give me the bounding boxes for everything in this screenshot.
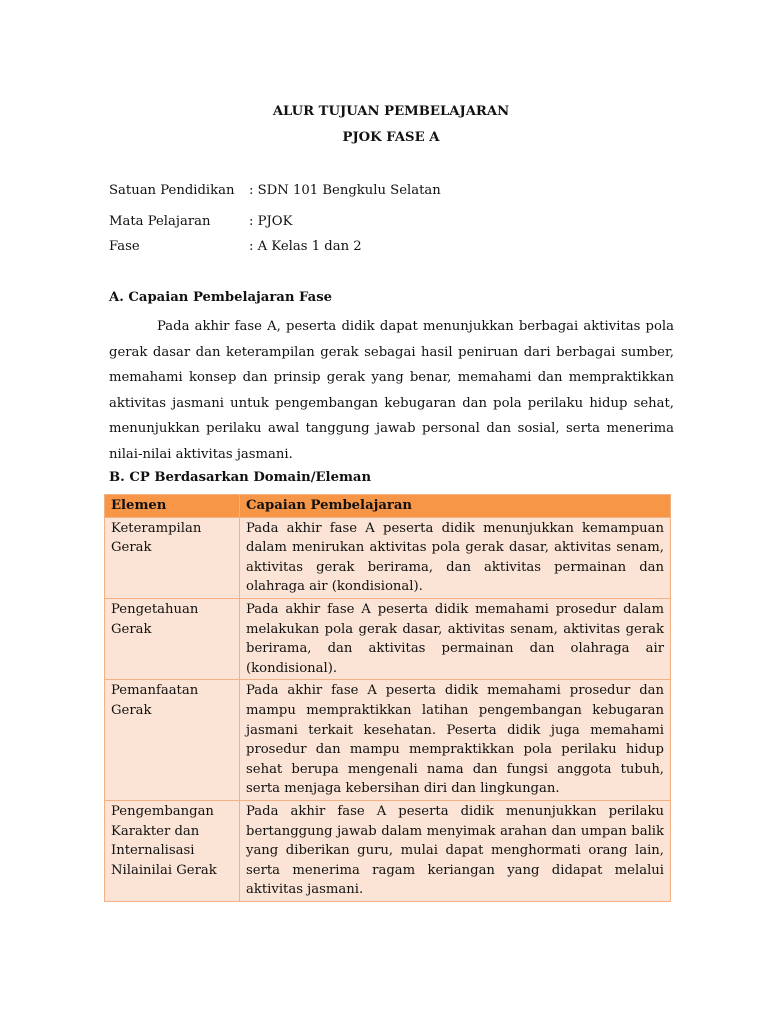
capaian-cell: Pada akhir fase A peserta didik memahami prosedur dalam melakukan pola gerak dasar, aktivitas senam, aktivitas gerak berirama, dan aktivitas permainan dan olahraga air (kondisional). xyxy=(240,598,671,679)
capaian-cell: Pada akhir fase A peserta didik menunjukkan kemampuan dalam menirukan aktivitas pola gerak dasar, aktivitas senam, aktivitas gerak berirama, dan aktivitas permainan dan olahraga air (kondisional). xyxy=(240,517,671,598)
table-row xyxy=(105,680,671,801)
table-row xyxy=(105,517,671,598)
elemen-cell: Pemanfaatan Gerak xyxy=(105,680,240,801)
section-a-paragraph: Pada akhir fase A, peserta didik dapat menunjukkan berbagai aktivitas pola gerak dasar dan keterampilan gerak sebagai hasil peniruan dari berbagai sumber, memahami konsep dan prinsip gerak yang benar, memahami dan mempraktikkan aktivitas jasmani untuk pengembangan kebugaran dan pola perilaku hidup sehat, menunjukkan perilaku awal tanggung jawab personal dan sosial, serta menerima nilai-nilai aktivitas jasmani. xyxy=(109,319,674,462)
column-header-capaian: Capaian Pembelajaran xyxy=(240,495,671,518)
elemen-cell: Pengetahuan Gerak xyxy=(105,598,240,679)
identity-label: Mata Pelajaran xyxy=(109,214,211,229)
document-subtitle: PJOK FASE A xyxy=(342,130,440,145)
column-header-elemen: Elemen xyxy=(105,495,240,518)
identity-value: : A Kelas 1 dan 2 xyxy=(249,239,362,254)
section-b-heading: B. CP Berdasarkan Domain/Eleman xyxy=(109,470,372,485)
identity-value: : PJOK xyxy=(249,214,293,229)
document-title: ALUR TUJUAN PEMBELAJARAN xyxy=(272,104,510,119)
capaian-cell: Pada akhir fase A peserta didik menunjukkan perilaku bertanggung jawab dalam menyimak arahan dan umpan balik yang diberikan guru, mulai dapat menghormati orang lain, serta menerima ragam keriangan yang didapat melalui aktivitas jasmani. xyxy=(240,800,671,901)
identity-label: Fase xyxy=(109,239,140,254)
cp-table xyxy=(104,494,671,902)
cp-table-wrapper xyxy=(104,494,671,902)
elemen-cell: Keterampilan Gerak xyxy=(105,517,240,598)
table-row xyxy=(105,598,671,679)
elemen-cell: Pengembangan Karakter dan Internalisasi Nilainilai Gerak xyxy=(105,800,240,901)
section-a-heading: A. Capaian Pembelajaran Fase xyxy=(109,290,333,305)
identity-value: : SDN 101 Bengkulu Selatan xyxy=(249,183,441,198)
table-header-row xyxy=(105,495,671,518)
identity-label: Satuan Pendidikan xyxy=(109,183,235,198)
table-row xyxy=(105,800,671,901)
capaian-cell: Pada akhir fase A peserta didik memahami prosedur dan mampu mempraktikkan latihan pengembangan kebugaran jasmani terkait kesehatan. Peserta didik juga memahami prosedur dan mampu mempraktikkan pola perilaku hidup sehat berupa mengenali nama dan fungsi anggota tubuh, serta menjaga kebersihan diri dan lingkungan. xyxy=(240,680,671,801)
